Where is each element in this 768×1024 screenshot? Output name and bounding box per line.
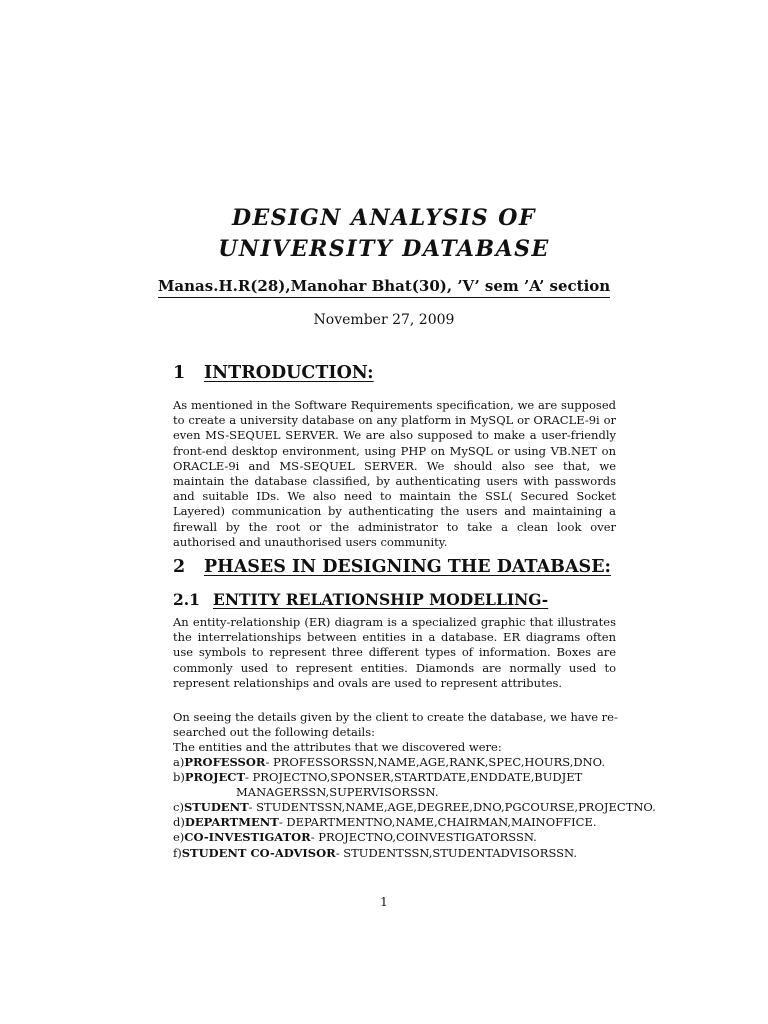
author-line	[0, 277, 768, 298]
entity-item	[173, 830, 537, 845]
entity-prefix: d)	[173, 815, 185, 829]
entity-item	[173, 815, 597, 830]
entity-item	[173, 846, 577, 861]
entity-attributes: - STUDENTSSN,NAME,AGE,DEGREE,DNO,PGCOURSE,PROJECTNO.	[248, 800, 656, 814]
entity-attributes: - STUDENTSSN,STUDENTADVISORSSN.	[335, 846, 578, 860]
details-line-1: On seeing the details given by the client to create the database, we have re-	[173, 710, 618, 724]
entity-item	[173, 800, 656, 815]
entity-name: PROFESSOR	[184, 755, 266, 769]
section-1-heading	[173, 363, 374, 383]
entity-attributes: - DEPARTMENTNO,NAME,CHAIRMAN,MAINOFFICE.	[278, 815, 597, 829]
entity-name: CO-INVESTIGATOR	[184, 830, 311, 844]
entity-prefix: e)	[173, 830, 185, 844]
introduction-paragraph: As mentioned in the Software Requirements specification, we are supposed to create a university database on any platform in MySQL or ORACLE-9i or even MS-SEQUEL SERVER. We are also supposed to make a user-friendly front-end desktop environment, using PHP on MySQL or using VB.NET on ORACLE-9i and MS-SEQUEL SERVER. We should also see that, we maintain the database classified, by authenticating users with passwords and suitable IDs. We also need to maintain the SSL( Secured Socket Layered) communication by authenticating the users and maintaining a firewall by the root or the administrator to take a clean look over authorised and unauthorised users community.	[173, 398, 616, 549]
entity-item	[173, 770, 582, 785]
subsection-title: ENTITY RELATIONSHIP MODELLING-	[213, 590, 549, 609]
entity-name: PROJECT	[184, 770, 245, 784]
entity-name: DEPARTMENT	[184, 815, 279, 829]
document-date: November 27, 2009	[313, 312, 455, 328]
title-line-1: DESIGN ANALYSIS OF	[231, 205, 537, 231]
entity-prefix: b)	[173, 770, 185, 784]
entity-prefix: c)	[173, 800, 184, 814]
entity-attributes-continuation: MANAGERSSN,SUPERVISORSSN.	[236, 785, 439, 799]
subsection-number: 2.1	[173, 590, 200, 609]
section-title: INTRODUCTION:	[204, 363, 374, 383]
section-2-heading	[173, 557, 611, 577]
er-paragraph: An entity-relationship (ER) diagram is a specialized graphic that illustrates the interrelationships between entities in a database. ER diagrams often use symbols to represent three different types of information. Boxes are commonly used to represent entities. Diamonds are normally used to represent relationships and ovals are used to represent attributes.	[173, 615, 616, 690]
entity-item	[173, 755, 605, 770]
authors: Manas.H.R(28),Manohar Bhat(30), ’V’ sem ’A’ section	[158, 277, 610, 298]
subsection-2-1-heading	[173, 590, 548, 609]
section-title: PHASES IN DESIGNING THE DATABASE:	[204, 557, 611, 577]
details-line-2: searched out the following details:	[173, 725, 376, 739]
title-line-2: UNIVERSITY DATABASE	[218, 236, 550, 262]
section-number: 1	[173, 363, 186, 383]
entity-attributes: - PROJECTNO,SPONSER,STARTDATE,ENDDATE,BUDJET	[245, 770, 583, 784]
page-number: 1	[380, 895, 388, 909]
details-line-3: The entities and the attributes that we discovered were:	[173, 740, 502, 754]
entity-name: STUDENT CO-ADVISOR	[181, 846, 336, 860]
entity-name: STUDENT	[183, 800, 249, 814]
entity-attributes: - PROFESSORSSN,NAME,AGE,RANK,SPEC,HOURS,DNO.	[265, 755, 606, 769]
section-number: 2	[173, 557, 186, 577]
entity-prefix: a)	[173, 755, 185, 769]
entity-attributes: - PROJECTNO,COINVESTIGATORSSN.	[310, 830, 537, 844]
entity-prefix: f)	[173, 846, 182, 860]
